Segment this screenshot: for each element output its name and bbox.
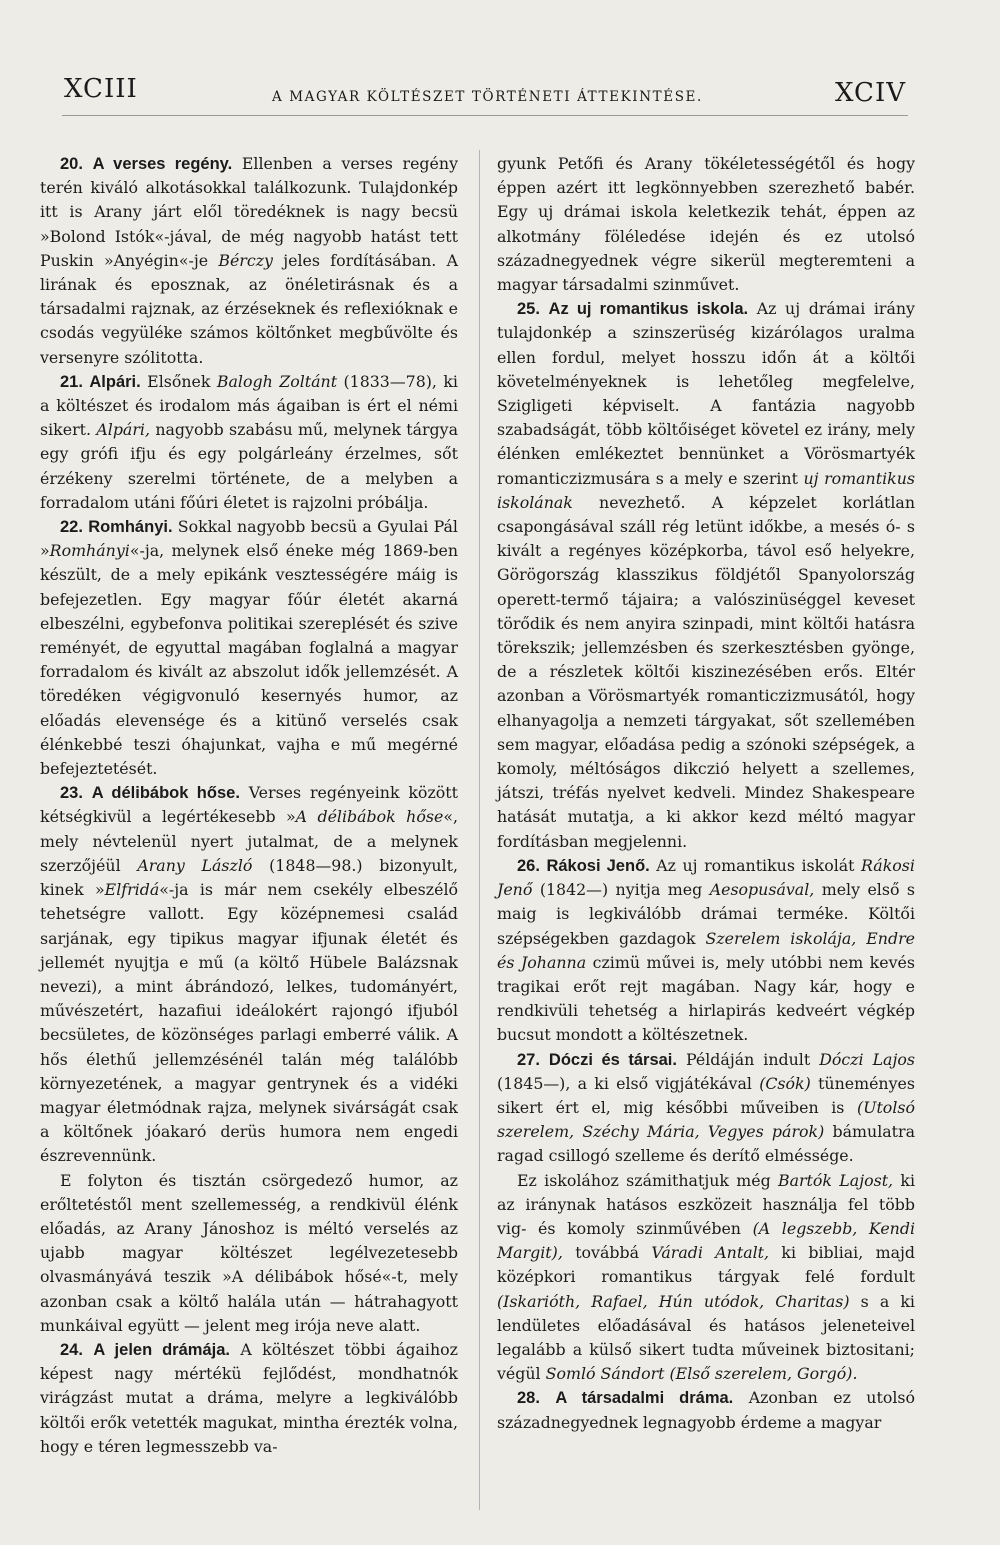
section-22-text-a: Sokkal nagyobb becsü a Gyulai Pál » bbox=[40, 517, 458, 561]
section-21 bbox=[40, 370, 458, 515]
section-27-number: 27. bbox=[517, 1050, 540, 1069]
section-27-paragraph-2 bbox=[497, 1169, 915, 1387]
section-24-text: A költészet többi ágaihoz képest nagy mértékü fejlődést, mondhatnók virágzást mutat a dráma, melyre a legkiválóbb költői erők vetették magukat, mintha érezték volna, hogy e téren legmesszebb va- bbox=[40, 1339, 458, 1456]
page-number-left: XCIII bbox=[64, 74, 138, 104]
section-23-text-b: «, mely névtelenül nyert jutalmat, de a melynek szerzőjéül bbox=[40, 807, 458, 875]
section-21-title: Alpári. bbox=[89, 372, 141, 391]
section-23-text-a: Verses regényeink között kétségkivül a legértékesebb » bbox=[40, 783, 458, 827]
page-number-right: XCIV bbox=[835, 78, 906, 108]
section-27-p2-text-c: továbbá bbox=[575, 1243, 640, 1263]
section-20-title: A verses regény. bbox=[92, 155, 233, 173]
section-27-p2-italic-1: Bartók Lajost, bbox=[777, 1170, 894, 1190]
section-20-text: Ellenben a verses regény terén kiváló alkotásokkal találkozunk. Tulajdonkép itt is Arany járt elől töredéknek is nagy becsü »Bolond Istók«-jával, de még nagyobb hatást tett Puskin »Anyégin«-je bbox=[40, 154, 458, 270]
section-23-italic-2: Arany László bbox=[137, 855, 253, 875]
section-22-number: 22. bbox=[60, 518, 83, 537]
section-22 bbox=[40, 515, 458, 781]
page-header bbox=[0, 0, 1000, 120]
section-27-p2-italic-4: (Iskarióth, Rafael, Hún utódok, Charitas) bbox=[497, 1291, 850, 1311]
section-22-title: Romhányi. bbox=[88, 518, 173, 537]
section-21-text-c: nagyobb szabásu mű, melynek tárgya egy grófi ifju és egy polgárleány érzelmes, sőt érzékeny szerelmi története, de a melyben a forradalom utáni főúri életet is rajzolni próbálja. bbox=[40, 420, 459, 512]
section-27-p2-text-e: s a ki lendületes előadásával és hatásos jeleneteivel legalább a külső sikert tudta műveinek biztositani; végül bbox=[497, 1291, 915, 1384]
section-23-paragraph-2: E folyton és tisztán csörgedező humor, az erőltetéstől ment szellemesség, a rendkivül élénk előadás, az Arany Jánoshoz is méltó verselés az ujabb magyar költészet legélvezetesebb olvasmányává teszik »A délibábok hősé«-t, mely azonban csak a költő halála után — hátrahagyott munkáival együtt — jelent meg irója neve alatt. bbox=[40, 1170, 458, 1335]
section-21-italic-2: Alpári, bbox=[96, 420, 150, 440]
section-23-text-c: (1848—98.) bizonyult, kinek » bbox=[40, 855, 458, 900]
continued-paragraph: gyunk Petőfi és Arany tökéletességétől és hogy éppen azért itt legkönnyebben szerezhető babér. Egy uj drámai iskola keletkezik tehát, éppen az alkotmány föléledése idején és ez utolsó századnegyednek végre sikerül megteremteni a magyar társadalmi szinművet. bbox=[497, 154, 915, 295]
section-20-text-2: jeles fordításában. A lirának és eposznak, az önéletirásnak és a társadalmi rajznak, az érzéseknek és reflexióknak e csodás vegyüléke számos költőnket megbűvölte és versenyre szólitotta. bbox=[40, 250, 458, 367]
section-26-number: 26. bbox=[517, 856, 540, 875]
right-column bbox=[497, 152, 915, 1435]
section-26-text-b: (1842—) nyitja meg bbox=[539, 880, 703, 900]
section-20-italic: Bérczy bbox=[218, 250, 273, 270]
section-26-text-a: Az uj romantikus iskolát bbox=[656, 855, 855, 875]
section-20 bbox=[40, 152, 458, 370]
section-25-title: Az uj romantikus iskola. bbox=[548, 300, 749, 319]
section-25 bbox=[497, 297, 915, 854]
section-27-p2-italic-3: Váradi Antalt, bbox=[651, 1243, 770, 1263]
section-21-number: 21. bbox=[60, 372, 83, 391]
section-25-text-b: nevezhető. A képzelet korlátlan csapongásával száll rég letünt időkbe, a mesés ó- s kivált a regényes középkorba, távol eső helyekre, Görögország klasszikus földjétől Spanyolország operett-termő tájaira; a valószinüséggel keveset törődik és nem anyira szinpadi, mint költői hatásra törekszik; jellemzésben és szerkesztésben gyönge, de a részletek költői kiszinezésében erős. Eltér azonban a Vörösmartyék romanticzizmusától, hogy elhanyagolja a nemzeti tárgyakat, sőt szellemében sem magyar, előadása pedig a szónoki szépségek, a komoly, méltóságos dikczió helyett a szellemes, játszi, tréfás nyelvet kedveli. Mindez Shakespeare hatását mutatja, a ki akkor kezd méltó magyar fordításban megjelenni. bbox=[497, 492, 915, 851]
section-21-text-b: (1833—78), ki a költészet és irodalom más ágaiban is ért el némi sikert. bbox=[40, 371, 458, 440]
section-23-text-d: «-ja is már nem csekély elbeszélő tehetségre vallott. Egy középnemesi család sarjának, egy tipikus magyar ifjunak életét és jellemét nyujtja e mű (a költő Hübele Balázsnak nevezi), a mint ábrándozó, lelkes, tudományért, művészetért, hazafiui ideálokért rajongó ifjuból becsületes, de közönséges parlagi emberré válik. A hős élethű jellemzésénél talán még találóbb környezetének, a magyar gentrynek és a vidéki magyar életmódnak rajza, melynek sivárságát csak a költőnek jóakaró derüs humora nem engedi észrevennünk. bbox=[40, 880, 459, 1166]
header-rule bbox=[62, 115, 908, 116]
section-27-text-a: Példáján indult bbox=[685, 1049, 811, 1069]
section-24-number: 24. bbox=[60, 1340, 83, 1359]
section-23 bbox=[40, 781, 458, 1168]
section-23-title: A délibábok hőse. bbox=[91, 784, 240, 803]
section-21-italic-1: Balogh Zoltánt bbox=[216, 371, 338, 391]
section-24-title: A jelen drámája. bbox=[93, 1340, 230, 1359]
section-27-italic-1: Dóczi Lajos bbox=[819, 1049, 915, 1069]
section-27-p2-text-d: ki bibliai, majd középkori romantikus tárgyak felé fordult bbox=[497, 1243, 916, 1287]
section-26 bbox=[497, 854, 915, 1048]
section-25-text-a: Az uj drámai irány tulajdonkép a szinszerüség kizárólagos uralma ellen fordul, melyet hosszu időn át a költői követelményeknek is lehetőleg megfelelve, Szigligeti képviselt. A fantázia nagyobb szabadságát, több költőiséget követel ez irány, mely élénken emlékeztet bennünket a Vörösmartyék romanticzizmusára s a mely e szerint bbox=[497, 299, 915, 488]
section-22-text-b: «-ja, melynek első éneke még 1869-ben készült, de a mely epikánk vesztességére máig is befejezetlen. Egy magyar főúr életét akarná elbeszélni, egybefonva politikai szereplését és szive reményét, de egyuttal magában foglalná a magyar forradalom és kivált az abszolut idők jellemzését. A töredéken végigvonuló kesernyés humor, az előadás elevensége és a kitünő verselés csak élénkebbé teszi óhajunkat, vajha e mű megérné befejeztetését. bbox=[40, 541, 458, 779]
running-title: A MAGYAR KÖLTÉSZET TÖRTÉNETI ÁTTEKINTÉSE. bbox=[272, 89, 703, 105]
section-25-number: 25. bbox=[517, 300, 540, 319]
section-27-p2-text-b: ki az iránynak hatásos eszközeit használja fel több vig- és komoly szinművében bbox=[497, 1170, 915, 1238]
section-24 bbox=[40, 1338, 458, 1459]
section-28-text: Azonban ez utolsó századnegyednek legnagyobb érdeme a magyar bbox=[497, 1388, 915, 1432]
section-27-title: Dóczi és társai. bbox=[548, 1050, 677, 1069]
section-27-p2-italic-5: Somló Sándort (Első szerelem, Gorgó). bbox=[545, 1364, 858, 1384]
section-23-italic-3: Elfridá bbox=[104, 880, 160, 900]
section-26-title: Rákosi Jenő. bbox=[546, 856, 650, 875]
section-27-italic-3: (Utolsó szerelem, Széchy Mária, Vegyes párok) bbox=[497, 1097, 915, 1142]
left-column bbox=[40, 152, 458, 1459]
column-divider bbox=[479, 150, 480, 1510]
section-28-number: 28. bbox=[517, 1389, 540, 1408]
section-23-number: 23. bbox=[60, 784, 83, 803]
section-26-text-d: czimü művei is, mely utóbbi nem kevés tragikai erőt rejt magában. Nagy kár, hogy e rendkivüli tehetség a hirlapirás kedveért végkép bucsut mondott a költészetnek. bbox=[497, 952, 915, 1045]
section-23-italic-1: A délibábok hőse bbox=[295, 807, 444, 827]
section-27-italic-2: (Csók) bbox=[759, 1073, 811, 1093]
section-27-text-d: bámulatra ragad csillogó szelleme és derítő elméssége. bbox=[497, 1122, 915, 1166]
section-26-italic-3: Szerelem iskolája, Endre és Johanna bbox=[497, 928, 915, 972]
section-26-italic-1: Rákosi Jenő bbox=[497, 855, 915, 900]
section-27 bbox=[497, 1048, 915, 1169]
section-28-title: A társadalmi dráma. bbox=[555, 1389, 734, 1408]
section-26-text-c: mely első s maig is legkiválóbb drámai terméke. Költői szépségekben gazdagok bbox=[497, 880, 916, 948]
section-27-p2-text-a: Ez iskolához számithatjuk még bbox=[517, 1170, 771, 1190]
section-27-text-b: (1845—), a ki első vigjátékával bbox=[497, 1073, 752, 1093]
section-21-text-a: Elsőnek bbox=[147, 371, 211, 391]
section-27-p2-italic-2: (A legszebb, Kendi Margit), bbox=[497, 1218, 916, 1263]
section-27-text-c: tüneményes sikert ért el, mig későbbi műveiben is bbox=[497, 1073, 915, 1117]
section-25-italic: uj romantikus iskolának bbox=[497, 468, 915, 512]
section-20-number: 20. bbox=[60, 155, 83, 173]
section-26-italic-2: Aesopusával, bbox=[709, 880, 815, 900]
section-28 bbox=[497, 1386, 915, 1434]
section-22-italic: Romhányi bbox=[49, 541, 130, 561]
